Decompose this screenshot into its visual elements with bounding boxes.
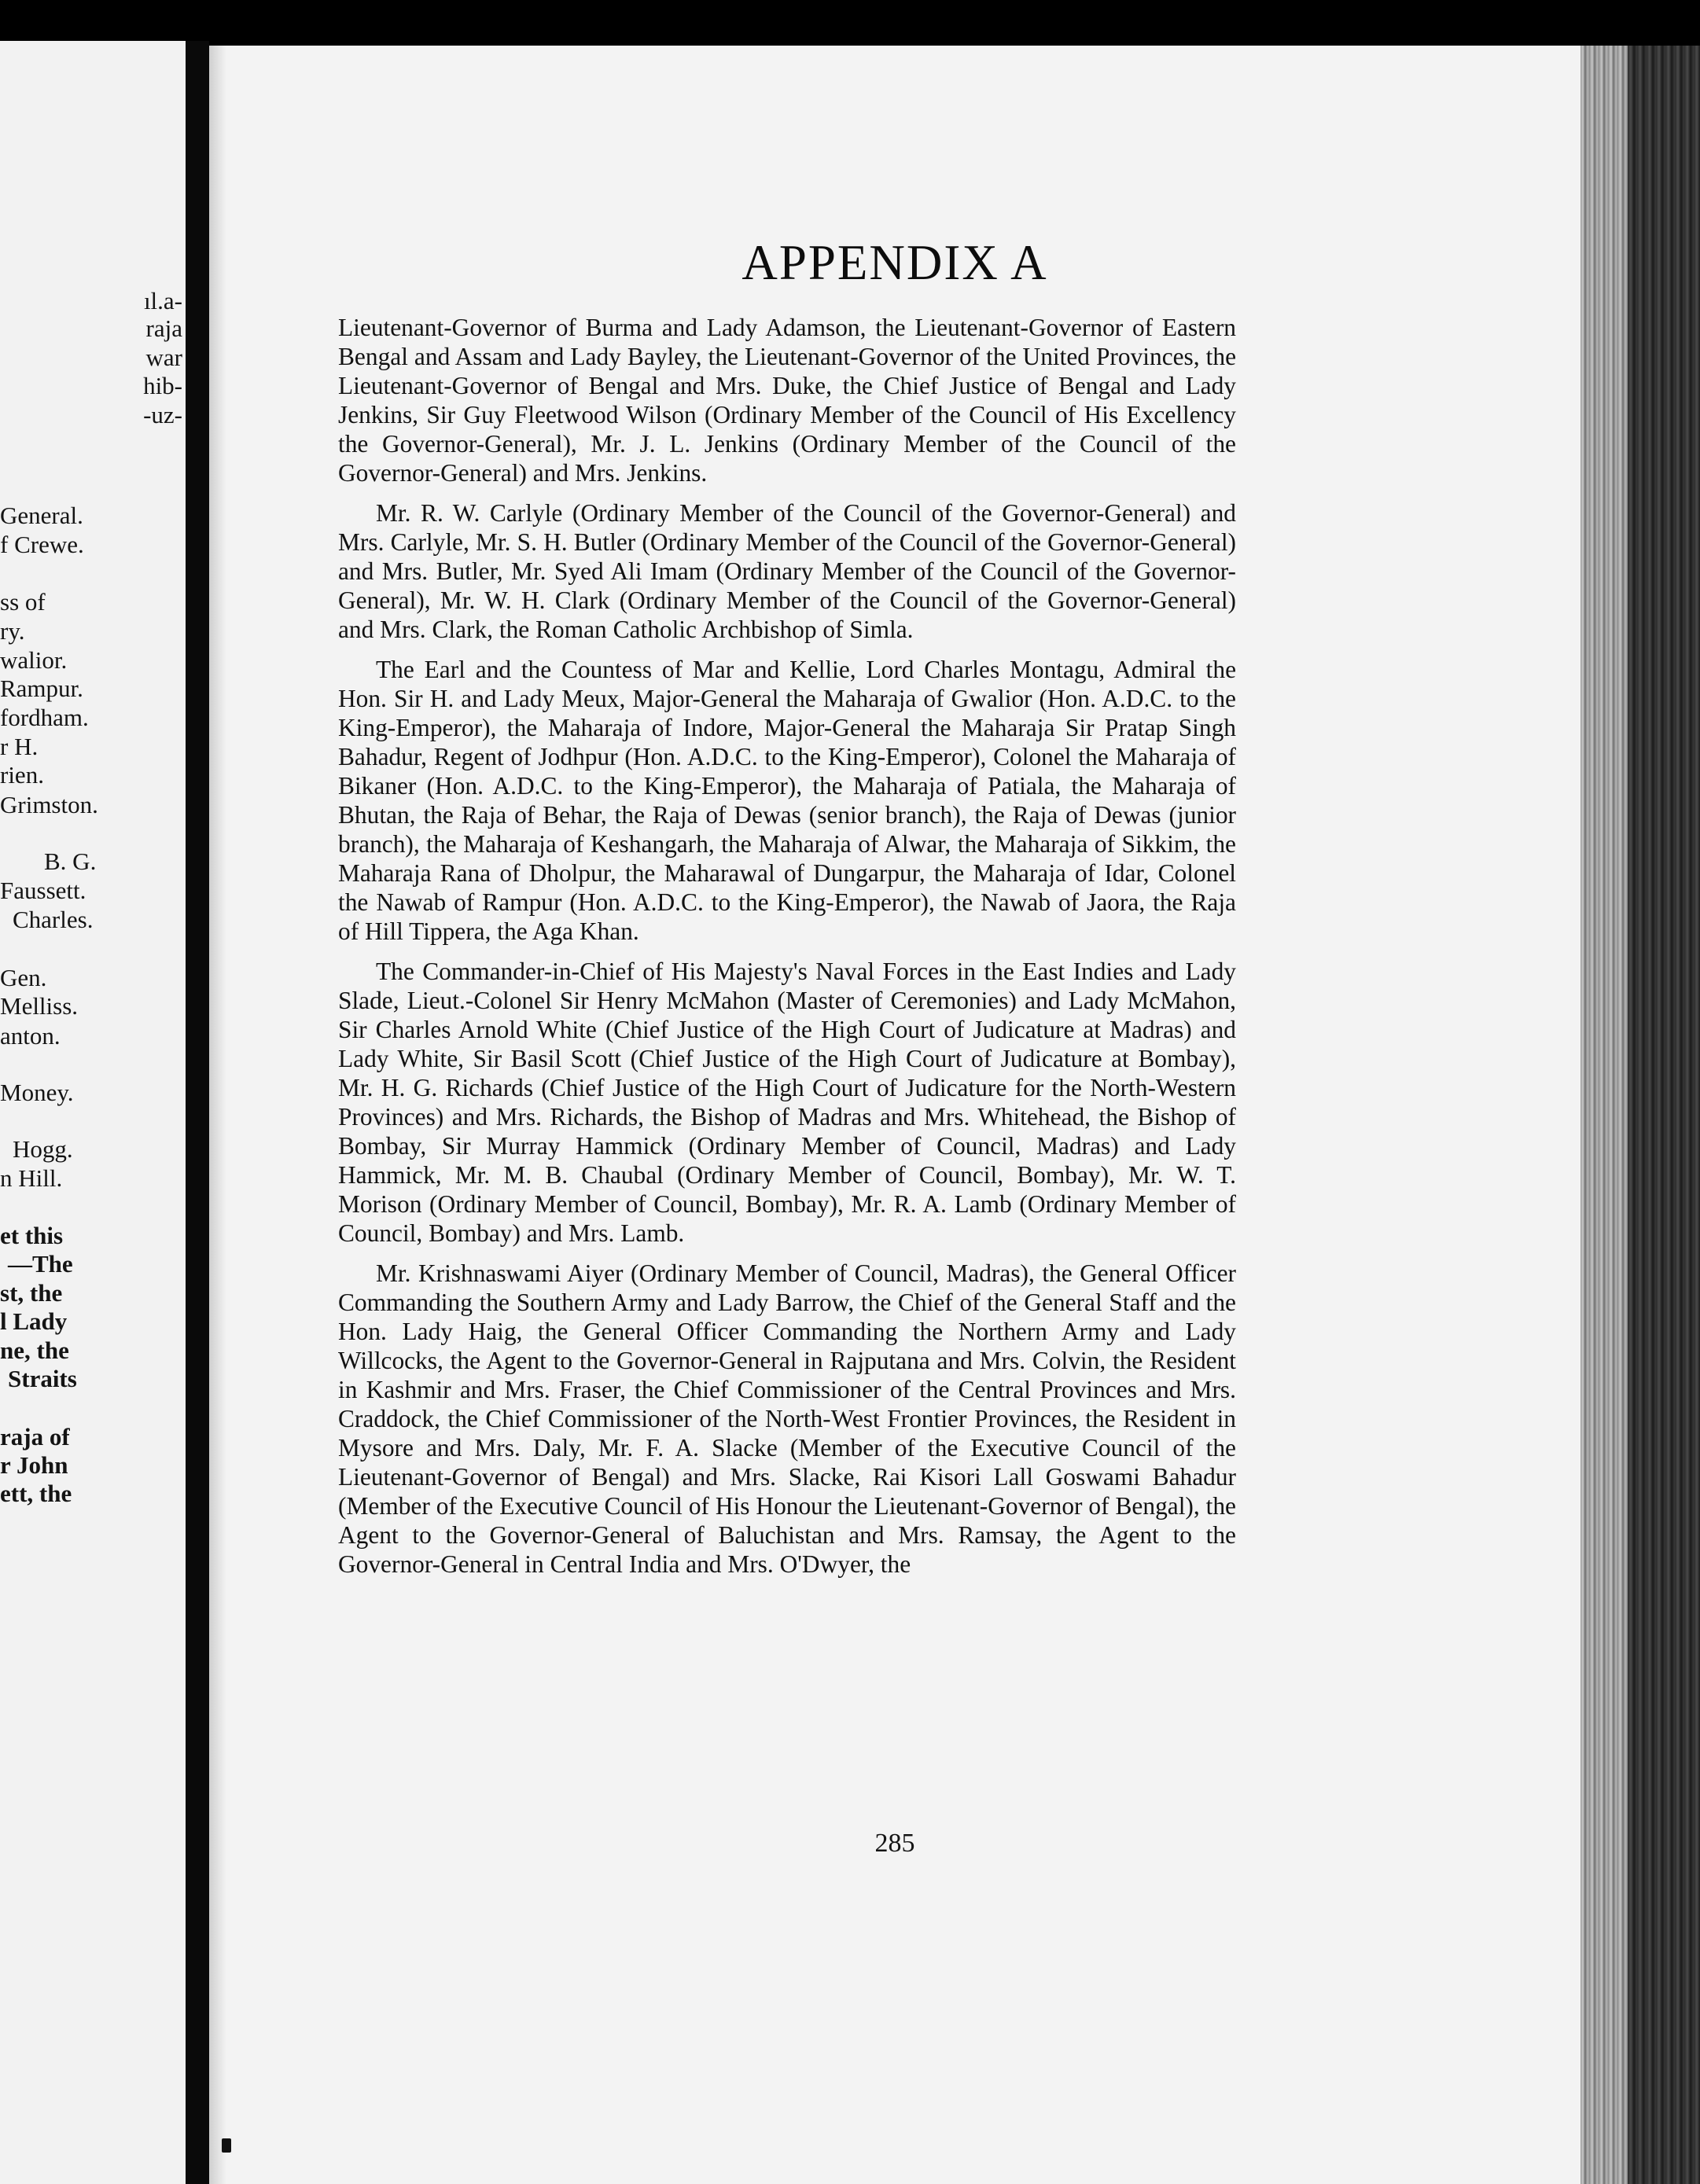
left-page-line: fordham.	[0, 704, 89, 731]
book-gutter	[186, 41, 209, 2184]
left-page-line: B. G.	[44, 847, 97, 875]
left-page-line: ne, the	[0, 1337, 69, 1364]
left-page-line: ss of	[0, 588, 46, 616]
left-page-line: Faussett.	[0, 877, 86, 904]
left-page-line: Gen.	[0, 964, 47, 991]
left-page-line: Hogg.	[13, 1135, 73, 1163]
body-text	[338, 313, 1236, 1590]
page-title: APPENDIX A	[741, 235, 1048, 290]
left-page-line: hib-	[143, 372, 182, 399]
paragraph: The Earl and the Countess of Mar and Kellie, Lord Charles Montagu, Admiral the Hon. Sir H. and Lady Meux, Major-General the Maharaja of Gwalior (Hon. A.D.C. to the King-Emperor), the Maharaja of Indore, Major-General the Maharaja Sir Pratap Singh Bahadur, Regent of Jodhpur (Hon. A.D.C. to the King-Emperor), Colonel the Maharaja of Bikaner (Hon. A.D.C. to the King-Emperor), the Maharaja of Patiala, the Maharaja of Bhutan, the Raja of Behar, the Raja of Dewas (senior branch), the Raja of Dewas (junior branch), the Maharaja of Keshangarh, the Maharaja of Alwar, the Maharaja of Sikkim, the Maharaja Rana of Dholpur, the Maharawal of Dungarpur, the Maharaja of Idar, Colonel the Nawab of Rampur (Hon. A.D.C. to the King-Emperor), the Nawab of Jaora, the Raja of Hill Tippera, the Aga Khan.	[338, 656, 1236, 945]
left-facing-page	[0, 41, 186, 2184]
paragraph: Mr. Krishnaswami Aiyer (Ordinary Member of Council, Madras), the General Officer Commanding the Southern Army and Lady Barrow, the Chief of the General Staff and the Hon. Lady Haig, the General Officer Commanding the Northern Army and Lady Willcocks, the Agent to the Governor-General in Rajputana and Mrs. Colvin, the Resident in Kashmir and Mrs. Fraser, the Chief Commissioner of the Central Provinces and Mrs. Craddock, the Chief Commissioner of the North-West Frontier Provinces, the Resident in Mysore and Mrs. Daly, Mr. F. A. Slacke (Member of the Executive Council of the Lieutenant-Governor of Bengal) and Mrs. Slacke, Rai Kisori Lall Goswami Bahadur (Member of the Executive Council of His Honour the Lieutenant-Governor of Bengal), the Agent to the Governor-General of Baluchistan and Mrs. Ramsay, the Agent to the Governor-General in Central India and Mrs. O'Dwyer, the	[338, 1259, 1236, 1578]
page-inner-shadow	[209, 46, 226, 2184]
left-page-line: General.	[0, 502, 83, 529]
left-page-line: walior.	[0, 646, 68, 674]
left-page-line: Rampur.	[0, 675, 83, 702]
paragraph: Mr. R. W. Carlyle (Ordinary Member of the Council of the Governor-General) and Mrs. Carlyle, Mr. S. H. Butler (Ordinary Member of the Council of the Governor-General) and Mrs. Butler, Mr. Syed Ali Imam (Ordinary Member of the Council of the Governor-General), Mr. W. H. Clark (Ordinary Member of the Council of the Governor-General) and Mrs. Clark, the Roman Catholic Archbishop of Simla.	[338, 499, 1236, 643]
left-page-line: ry.	[0, 617, 25, 645]
left-page-line: f Crewe.	[0, 531, 84, 558]
left-page-line: rien.	[0, 761, 44, 789]
paragraph: The Commander-in-Chief of His Majesty's Naval Forces in the East Indies and Lady Slade, Lieut.-Colonel Sir Henry McMahon (Master of Ceremonies) and Lady McMahon, Sir Charles Arnold White (Chief Justice of the High Court of Judicature at Madras) and Lady White, Sir Basil Scott (Chief Justice of the High Court of Judicature at Bombay), Mr. H. G. Richards (Chief Justice of the High Court of Judicature for the North-Western Provinces) and Mrs. Richards, the Bishop of Madras and Mrs. Whitehead, the Bishop of Bombay, Sir Murray Hammick (Ordinary Member of Council, Madras) and Lady Hammick, Mr. M. B. Chaubal (Ordinary Member of Council, Bombay), Mr. W. T. Morison (Ordinary Member of Council, Bombay), Mr. R. A. Lamb (Ordinary Member of Council, Bombay) and Mrs. Lamb.	[338, 958, 1236, 1247]
page-number: 285	[874, 1829, 915, 1858]
left-page-line: Melliss.	[0, 992, 79, 1020]
book-page-edges	[1580, 46, 1628, 2184]
left-page-line: Money.	[0, 1079, 74, 1106]
left-page-line: r John	[0, 1451, 68, 1479]
book-cover-edge	[1628, 46, 1700, 2184]
main-page	[209, 46, 1580, 2184]
left-page-line: ıl.a-	[143, 287, 182, 314]
left-page-line: Straits	[8, 1365, 77, 1392]
left-page-line: Charles.	[13, 906, 94, 933]
left-page-line: n Hill.	[0, 1164, 63, 1192]
left-page-line: -uz-	[143, 401, 182, 428]
left-page-line: ett, the	[0, 1480, 72, 1507]
left-page-line: et this	[0, 1222, 64, 1249]
left-page-line: st, the	[0, 1279, 63, 1307]
left-page-line: raja of	[0, 1423, 70, 1450]
left-page-line: raja	[145, 314, 182, 342]
corner-mark	[222, 2138, 231, 2153]
left-page-line: war	[145, 344, 182, 371]
left-page-line: anton.	[0, 1022, 61, 1050]
paragraph: Lieutenant-Governor of Burma and Lady Adamson, the Lieutenant-Governor of Eastern Bengal and Assam and Lady Bayley, the Lieutenant-Governor of the United Provinces, the Lieutenant-Governor of Bengal and Mrs. Duke, the Chief Justice of Bengal and Lady Jenkins, Sir Guy Fleetwood Wilson (Ordinary Member of the Council of His Excellency the Governor-General), Mr. J. L. Jenkins (Ordinary Member of the Council of the Governor-General) and Mrs. Jenkins.	[338, 314, 1236, 487]
left-page-line: r H.	[0, 733, 39, 760]
left-page-line: —The	[8, 1250, 73, 1278]
left-page-line: l Lady	[0, 1307, 68, 1335]
left-page-line: Grimston.	[0, 791, 98, 818]
